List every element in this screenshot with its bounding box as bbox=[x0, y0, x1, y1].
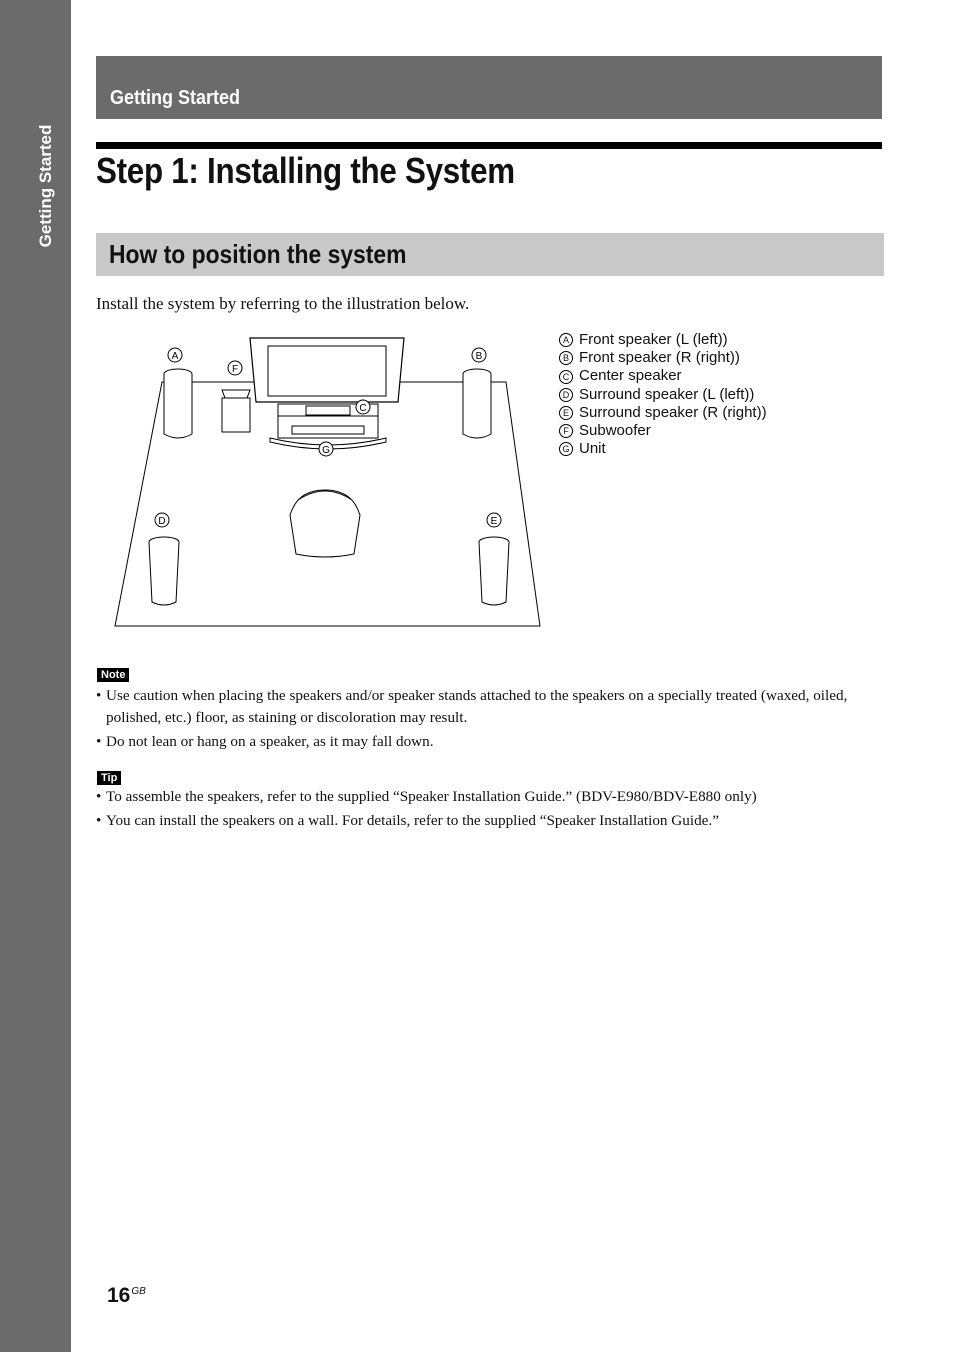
page-title: Step 1: Installing the System bbox=[96, 150, 515, 191]
callout-c bbox=[356, 400, 370, 414]
tip-label: Tip bbox=[97, 771, 121, 785]
page-number-suffix: GB bbox=[131, 1286, 146, 1297]
speaker-layout-diagram bbox=[110, 330, 550, 635]
legend-text: Surround speaker (R (right)) bbox=[579, 403, 767, 421]
center-speaker-icon bbox=[306, 406, 350, 415]
subheading-title: How to position the system bbox=[109, 239, 407, 269]
legend-item bbox=[559, 331, 767, 349]
section-banner bbox=[96, 56, 882, 119]
title-rule bbox=[96, 142, 882, 149]
legend-letter: B bbox=[559, 351, 573, 365]
legend-item bbox=[559, 404, 767, 422]
note-label: Note bbox=[97, 668, 129, 682]
side-tab bbox=[0, 0, 71, 1352]
legend-item bbox=[559, 422, 767, 440]
diagram-legend bbox=[559, 331, 767, 458]
legend-letter: E bbox=[559, 406, 573, 420]
legend-letter: G bbox=[559, 442, 573, 456]
callout-d-text: D bbox=[158, 516, 166, 527]
callout-e-text: E bbox=[490, 516, 498, 527]
callout-f bbox=[228, 361, 242, 375]
page-number-value: 16 bbox=[107, 1284, 131, 1307]
surround-right-speaker-icon bbox=[479, 537, 509, 605]
callout-b-text: B bbox=[475, 351, 483, 362]
legend-letter: A bbox=[559, 333, 573, 347]
note-item: • Use caution when placing the speakers and/or speaker stands attached to the speakers on a specially treated (waxed, oiled, polished, etc.) floor, as staining or discoloration may result. bbox=[96, 685, 886, 729]
tip-item: • To assemble the speakers, refer to the supplied “Speaker Installation Guide.” (BDV-E980/BDV-E880 only) bbox=[96, 786, 886, 808]
tip-item: • You can install the speakers on a wall. For details, refer to the supplied “Speaker Installation Guide.” bbox=[96, 810, 886, 832]
legend-text: Subwoofer bbox=[579, 422, 651, 440]
legend-letter: C bbox=[559, 370, 573, 384]
legend-text: Surround speaker (L (left)) bbox=[579, 385, 755, 403]
callout-f-text: F bbox=[231, 364, 239, 375]
callout-g-text: G bbox=[322, 445, 330, 456]
front-right-speaker-icon bbox=[463, 369, 491, 438]
legend-item bbox=[559, 367, 767, 385]
tv-icon bbox=[250, 338, 404, 402]
legend-letter: D bbox=[559, 388, 573, 402]
callout-a bbox=[168, 348, 182, 362]
side-tab-label: Getting Started bbox=[36, 124, 55, 248]
legend-text: Front speaker (R (right)) bbox=[579, 349, 740, 367]
subwoofer-icon bbox=[222, 390, 250, 432]
legend-letter: F bbox=[559, 424, 573, 438]
callout-b bbox=[472, 348, 486, 362]
note-item: • Do not lean or hang on a speaker, as it may fall down. bbox=[96, 731, 886, 753]
section-title: Getting Started bbox=[110, 87, 241, 109]
callout-c-text: C bbox=[359, 403, 367, 414]
tip-list bbox=[96, 786, 886, 834]
legend-item bbox=[559, 440, 767, 458]
page-number bbox=[107, 1284, 146, 1308]
subheading-bar bbox=[96, 233, 884, 276]
front-left-speaker-icon bbox=[164, 369, 192, 438]
surround-left-speaker-icon bbox=[149, 537, 179, 605]
legend-item bbox=[559, 349, 767, 367]
listener-chair-icon bbox=[290, 490, 360, 557]
callout-e bbox=[487, 513, 501, 527]
callout-g bbox=[319, 442, 333, 456]
note-list bbox=[96, 685, 886, 755]
legend-item bbox=[559, 386, 767, 404]
intro-text: Install the system by referring to the illustration below. bbox=[96, 294, 470, 313]
callout-a-text: A bbox=[171, 351, 179, 362]
callout-d bbox=[155, 513, 169, 527]
legend-text: Center speaker bbox=[579, 367, 682, 385]
legend-text: Unit bbox=[579, 440, 606, 458]
legend-text: Front speaker (L (left)) bbox=[579, 331, 728, 348]
